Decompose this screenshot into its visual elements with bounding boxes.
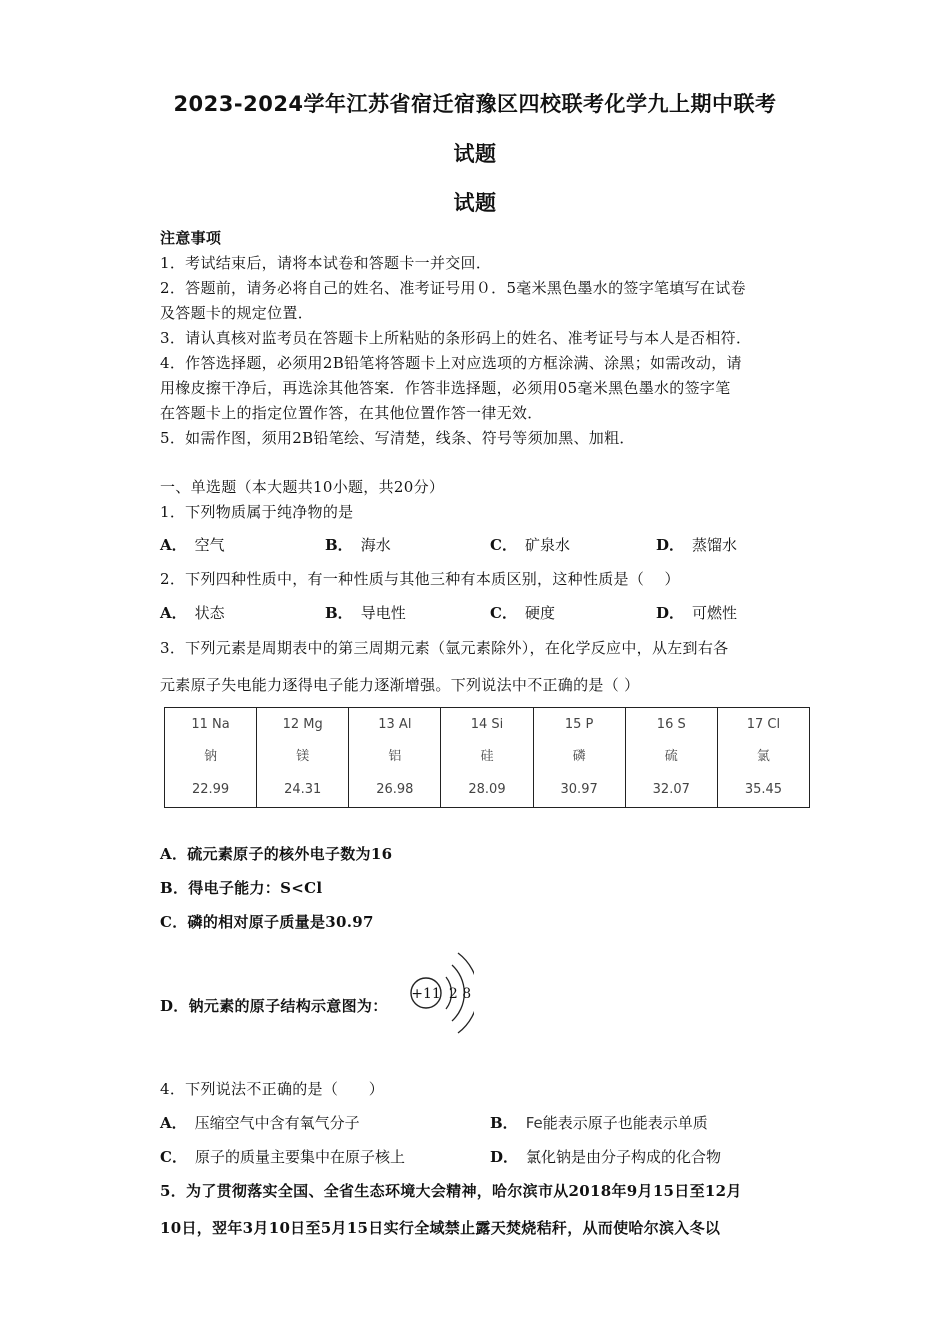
- q3-option-c: C．磷的相对原子质量是30.97: [160, 913, 374, 931]
- notice-item: 3．请认真核对监考员在答题卡上所粘贴的条形码上的姓名、准考证号与本人是否相符．: [160, 329, 752, 347]
- q2-stem: 2．下列四种性质中，有一种性质与其他三种有本质区别，这种性质是（ ）: [160, 570, 680, 588]
- notice-item: 在答题卡上的指定位置作答，在其他位置作答一律无效．: [160, 404, 543, 422]
- element-cell-mg: 12 Mg 镁 24.31: [257, 708, 349, 808]
- notice-item: 2．答题前，请务必将自己的姓名、准考证号用０．5毫米黑色墨水的签字笔填写在试卷: [160, 279, 746, 297]
- element-cell-na: 11 Na 钠 22.99: [165, 708, 257, 808]
- q2-option-b: B． 导电性: [325, 604, 406, 622]
- periodic-table-row: [164, 707, 810, 808]
- q1-option-d: D． 蒸馏水: [656, 536, 738, 554]
- q3-stem-line1: 3．下列元素是周期表中的第三周期元素（氩元素除外），在化学反应中，从左到右各: [160, 639, 729, 657]
- section-heading: 一、单选题（本大题共10小题，共20分）: [160, 478, 445, 496]
- notice-item: 4．作答选择题，必须用2B铅笔将答题卡上对应选项的方框涂满、涂黑；如需改动，请: [160, 354, 742, 372]
- q1-option-a: A． 空气: [160, 536, 225, 554]
- notice-item: 用橡皮擦干净后，再选涂其他答案．作答非选择题，必须用05毫米黑色墨水的签字笔: [160, 379, 731, 397]
- element-cell-s: 16 S 硫 32.07: [625, 708, 717, 808]
- q3-option-a: A．硫元素原子的核外电子数为16: [160, 845, 393, 863]
- notice-item: 及答题卡的规定位置．: [160, 304, 314, 322]
- q3-stem-line2: 元素原子失电能力逐得电子能力逐渐增强。下列说法中不正确的是（ ）: [160, 676, 640, 694]
- q2-option-d: D． 可燃性: [656, 604, 738, 622]
- element-cell-cl: 17 Cl 氯 35.45: [717, 708, 809, 808]
- q4-option-a: A． 压缩空气中含有氧气分子: [160, 1114, 360, 1132]
- q3-option-d: D．钠元素的原子结构示意图为：: [160, 997, 388, 1015]
- exam-title-line3: 试题: [453, 191, 497, 215]
- element-cell-al: 13 Al 铝 26.98: [349, 708, 441, 808]
- notice-heading: 注意事项: [160, 229, 222, 247]
- q1-option-c: C． 矿泉水: [490, 536, 570, 554]
- q4-stem: 4．下列说法不正确的是（ ）: [160, 1080, 385, 1098]
- notice-item: 1．考试结束后，请将本试卷和答题卡一并交回．: [160, 254, 492, 272]
- element-cell-p: 15 P 磷 30.97: [533, 708, 625, 808]
- element-cell-si: 14 Si 硅 28.09: [441, 708, 533, 808]
- q2-option-c: C． 硬度: [490, 604, 555, 622]
- q1-option-b: B． 海水: [325, 536, 391, 554]
- q4-option-c: C． 原子的质量主要集中在原子核上: [160, 1148, 405, 1166]
- sodium-atom-structure-diagram: [402, 943, 474, 1043]
- nucleus-charge: +11: [411, 986, 441, 1002]
- q5-stem-line2: 10日，翌年3月10日至5月15日实行全域禁止露天焚烧秸秆，从而使哈尔滨入冬以: [160, 1219, 721, 1237]
- q4-option-b: B． Fe能表示原子也能表示单质: [490, 1114, 708, 1132]
- exam-title-line1: 2023-2024学年江苏省宿迁宿豫区四校联考化学九上期中联考: [173, 92, 777, 116]
- electron-shells: 2 8: [448, 986, 472, 1002]
- exam-title-line2: 试题: [453, 142, 497, 166]
- notice-item: 5．如需作图，须用2B铅笔绘、写清楚，线条、符号等须加黑、加粗．: [160, 429, 635, 447]
- q4-option-d: D． 氯化钠是由分子构成的化合物: [490, 1148, 722, 1166]
- q5-stem-line1: 5．为了贯彻落实全国、全省生态环境大会精神，哈尔滨市从2018年9月15日至12月: [160, 1182, 742, 1200]
- q2-option-a: A． 状态: [160, 604, 225, 622]
- q1-stem: 1．下列物质属于纯净物的是: [160, 503, 354, 521]
- q3-option-b: B．得电子能力：S<Cl: [160, 879, 323, 897]
